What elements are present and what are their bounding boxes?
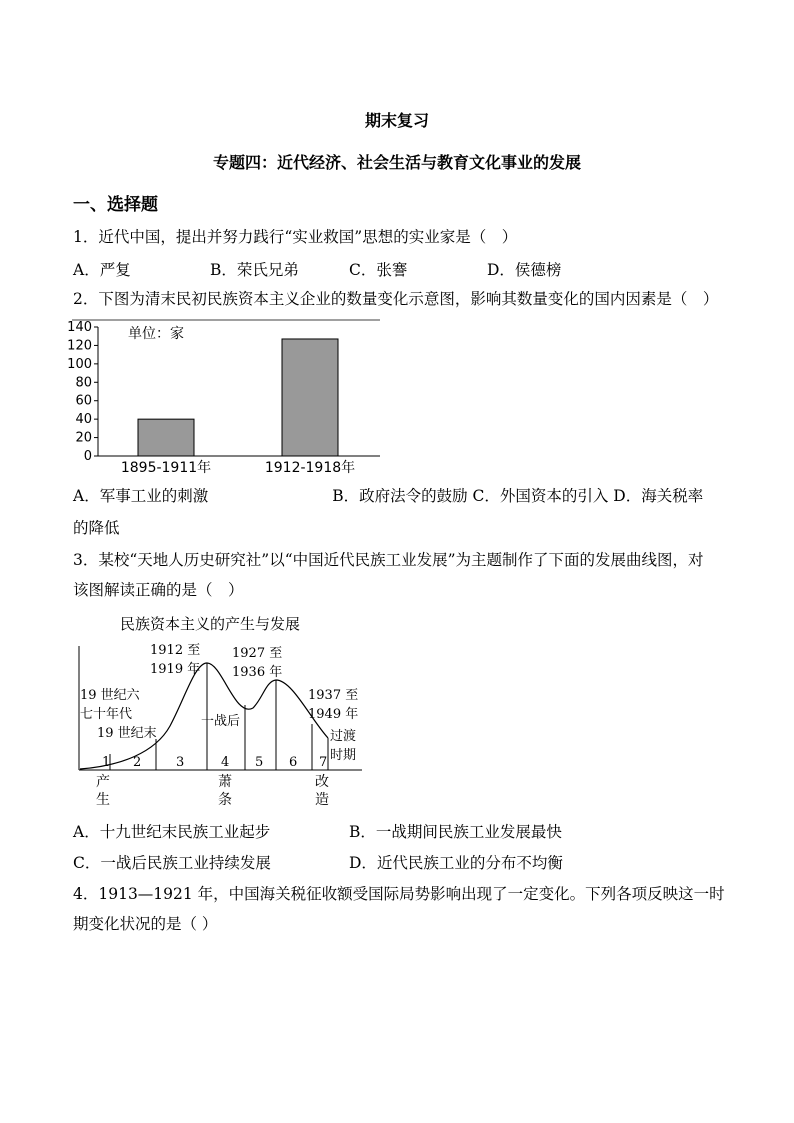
x-category-label: 1895-1911年 (120, 460, 212, 476)
annotation-1912-1919: 1912 至 1919 年 (150, 643, 201, 677)
page-subtitle: 专题四：近代经济、社会生活与教育文化事业的发展 (212, 153, 581, 172)
curve-chart-title: 民族资本主义的产生与发展 (120, 615, 301, 633)
stage-label-emerge: 产生 (96, 774, 110, 808)
development-curve-chart (70, 608, 370, 813)
y-tick-label: 40 (75, 412, 92, 428)
y-tick-label: 100 (67, 356, 92, 372)
segment-number: 1 (102, 755, 111, 770)
bar-chart-unit-label: 单位：家 (128, 326, 184, 342)
question-1-option-b: B．荣氏兄弟 (210, 261, 299, 279)
page-title: 期末复习 (364, 111, 429, 130)
question-1-option-a: A．严复 (73, 261, 131, 279)
y-tick-label: 60 (75, 393, 92, 409)
segment-number: 3 (176, 755, 185, 770)
bar (282, 339, 338, 456)
annotation-transition: 过渡时期 (330, 729, 357, 763)
x-category-label: 1912-1918年 (264, 460, 356, 476)
segment-number: 7 (319, 755, 328, 770)
question-1-option-d: D．侯德榜 (487, 261, 562, 279)
bar (138, 419, 194, 456)
y-tick-label: 140 (67, 320, 92, 335)
question-3-option-a: A．十九世纪末民族工业起步 (73, 823, 271, 841)
question-3-stem-line-1: 3．某校“天地人历史研究社”以“中国近代民族工业发展”为主题制作了下面的发展曲线图，对 (73, 551, 704, 569)
question-3-option-c: C．一战后民族工业持续发展 (73, 854, 271, 872)
annotation-1937-1949: 1937 至 1949 年 (308, 688, 359, 722)
annotation-post-ww1: 一战后 (201, 714, 241, 729)
y-tick-label: 120 (67, 338, 92, 354)
y-tick-label: 80 (75, 375, 92, 391)
annotation-19c-end: 19 世纪末 (97, 726, 157, 741)
question-3-stem-line-2: 该图解读正确的是（ ） (73, 581, 244, 599)
question-3-option-b: B．一战期间民族工业发展最快 (349, 823, 562, 841)
y-tick-label: 20 (75, 430, 92, 446)
section-heading: 一、选择题 (73, 195, 158, 215)
question-3-option-d: D．近代民族工业的分布不均衡 (349, 854, 563, 872)
question-4-stem-line-2: 期变化状况的是（ ） (73, 915, 218, 933)
segment-number: 2 (133, 755, 142, 770)
question-2-option-line-1: A．军事工业的刺激 B．政府法令的鼓励 C．外国资本的引入 D．海关税率 (73, 487, 704, 505)
stage-label-depression: 萧条 (218, 774, 232, 808)
question-1-option-c: C．张謇 (349, 261, 408, 279)
segment-number: 5 (255, 755, 264, 770)
bar-chart (60, 315, 390, 480)
stage-label-reform: 改造 (315, 774, 329, 808)
y-tick-label: 0 (83, 449, 92, 464)
question-4-stem-line-1: 4．1913—1921 年，中国海关税征收额受国际局势影响出现了一定变化。下列各项反映这一时 (73, 885, 725, 903)
annotation-19c-60s70s: 19 世纪六七十年代 (80, 688, 140, 722)
segment-number: 6 (289, 755, 298, 770)
question-1-stem: 1．近代中国，提出并努力践行“实业救国”思想的实业家是（ ） (73, 228, 518, 246)
annotation-1927-1936: 1927 至 1936 年 (232, 646, 283, 680)
question-2-option-line-2: 的降低 (73, 519, 120, 537)
segment-number: 4 (221, 755, 230, 770)
question-2-stem: 2．下图为清末民初民族资本主义企业的数量变化示意图，影响其数量变化的国内因素是（ ） (73, 290, 719, 308)
